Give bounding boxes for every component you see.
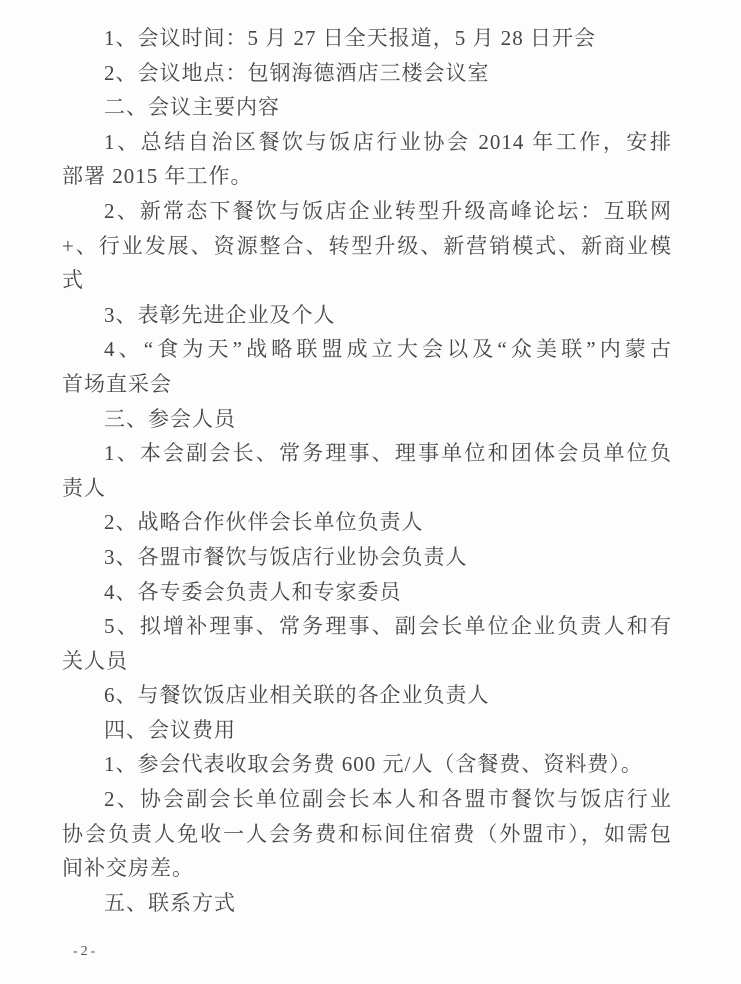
paragraph: [62, 678, 672, 713]
paragraph: [62, 21, 672, 56]
text-line: 4、“食为天”战略联盟成立大会以及“众美联”内蒙古: [104, 337, 672, 362]
text-line: 2、会议地点：包钢海德酒店三楼会议室: [104, 60, 490, 85]
text-line: 1、总结自治区餐饮与饭店行业协会 2014 年工作，安排: [104, 129, 672, 154]
text-line: 五、联系方式: [104, 890, 236, 915]
section-heading: [62, 713, 672, 748]
text-line: 部署 2015 年工作。: [62, 164, 253, 189]
text-line: 2、战略合作伙伴会长单位负责人: [104, 510, 424, 535]
paragraph: [62, 540, 672, 575]
text-line: 3、各盟市餐饮与饭店行业协会负责人: [104, 544, 468, 569]
paragraph: [62, 505, 672, 540]
text-line: 5、拟增补理事、常务理事、副会长单位企业负责人和有: [104, 614, 672, 639]
paragraph: [62, 436, 672, 505]
text-line: 式: [62, 268, 84, 293]
text-line: 协会负责人免收一人会务费和标间住宿费（外盟市），如需包: [62, 821, 672, 846]
paragraph: [62, 125, 672, 194]
text-line: 3、表彰先进企业及个人: [104, 302, 336, 327]
text-line: 1、参会代表收取会务费 600 元/人（含餐费、资料费）。: [104, 752, 643, 777]
text-line: 间补交房差。: [62, 856, 194, 881]
section-heading: [62, 90, 672, 125]
document-body: [62, 21, 672, 920]
text-line: 4、各专委会负责人和专家委员: [104, 579, 402, 604]
text-line: 关人员: [62, 648, 128, 673]
text-line: +、行业发展、资源整合、转型升级、新营销模式、新商业模: [62, 233, 672, 258]
text-line: 二、会议主要内容: [104, 95, 280, 120]
text-line: 6、与餐饮饭店业相关联的各企业负责人: [104, 683, 490, 708]
text-line: 2、协会副会长单位副会长本人和各盟市餐饮与饭店行业: [104, 787, 672, 812]
text-line: 1、本会副会长、常务理事、理事单位和团体会员单位负: [104, 441, 672, 466]
paragraph: [62, 298, 672, 333]
paragraph: [62, 747, 672, 782]
paragraph: [62, 782, 672, 886]
text-line: 2、新常态下餐饮与饭店企业转型升级高峰论坛：互联网: [104, 198, 672, 223]
paragraph: [62, 609, 672, 678]
paragraph: [62, 575, 672, 610]
text-line: 责人: [62, 475, 106, 500]
paragraph: [62, 332, 672, 401]
section-heading: [62, 402, 672, 437]
text-line: 1、会议时间：5 月 27 日全天报道，5 月 28 日开会: [104, 26, 596, 50]
text-line: 三、参会人员: [104, 406, 236, 431]
page-number: -2-: [73, 944, 99, 959]
paragraph: [62, 194, 672, 298]
section-heading: [62, 886, 672, 921]
text-line: 四、会议费用: [104, 717, 236, 742]
paragraph: [62, 56, 672, 91]
text-line: 首场直采会: [62, 371, 172, 396]
